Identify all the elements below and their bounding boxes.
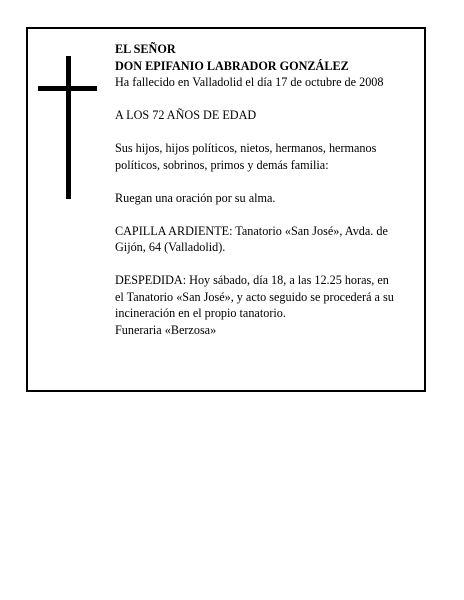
chapel-line-2: Gijón, 64 (Valladolid). — [115, 240, 226, 254]
death-line: Ha fallecido en Valladolid el día 17 de octubre de 2008 — [115, 75, 384, 89]
funeral-home: Funeraria «Berzosa» — [115, 322, 217, 337]
chapel-line-1: CAPILLA ARDIENTE: Tanatorio «San José», Avda. de — [115, 223, 388, 238]
farewell-line-1: DESPEDIDA: Hoy sábado, día 18, a las 12.25 horas, en — [115, 273, 389, 287]
family-line-2: políticos, sobrinos, primos y demás familia: — [115, 157, 329, 172]
family-line-1: Sus hijos, hijos políticos, nietos, hermanos, hermanos — [115, 141, 377, 155]
obituary-title: EL SEÑOR — [115, 42, 176, 56]
deceased-name: DON EPIFANIO LABRADOR GONZÁLEZ — [115, 58, 349, 73]
obituary-text — [115, 41, 426, 338]
obituary-notice — [26, 27, 426, 392]
cross-icon-crossbar — [38, 86, 97, 91]
prayer-line: Ruegan una oración por su alma. — [115, 190, 276, 205]
age-line: A LOS 72 AÑOS DE EDAD — [115, 108, 257, 122]
cross-icon — [66, 56, 71, 199]
farewell-line-3: incineración en el propio tanatorio. — [115, 306, 286, 320]
farewell-line-2: el Tanatorio «San José», y acto seguido se procederá a su — [115, 289, 394, 304]
